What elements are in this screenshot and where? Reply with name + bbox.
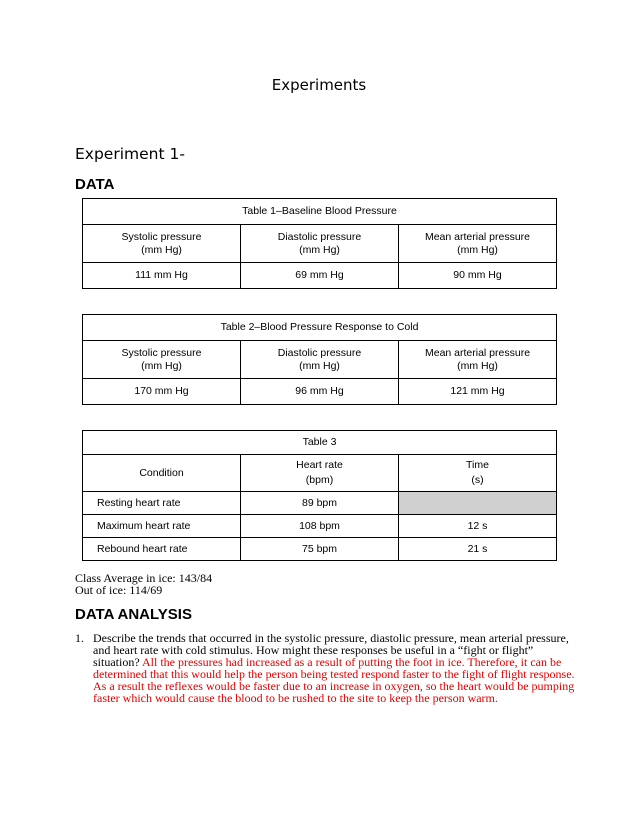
class-average-in-ice: Class Average in ice: 143/84: [75, 571, 213, 585]
class-average-notes: [75, 572, 212, 596]
data-analysis-heading: DATA ANALYSIS: [75, 606, 192, 623]
table-baseline-blood-pressure: [82, 198, 557, 289]
column-header: Time (s): [399, 455, 557, 492]
table-cell: 75 bpm: [241, 538, 399, 561]
class-average-out-of-ice: Out of ice: 114/69: [75, 583, 163, 597]
table-cell: 108 bpm: [241, 515, 399, 538]
page-title: Experiments: [271, 76, 367, 94]
column-header: Systolic pressure (mm Hg): [83, 341, 241, 379]
column-header: Diastolic pressure (mm Hg): [241, 341, 399, 379]
column-header: Diastolic pressure (mm Hg): [241, 225, 399, 263]
table-cell: Rebound heart rate: [83, 538, 241, 561]
question-answer: All the pressures had increased as a result of putting the foot in ice. Therefore, it can be determined that this would help the person being tested respond faster to the fight of flight response. As a result the reflexes would be faster due to an increase in oxygen, so the heart would be pumping faster which would cause the blood to be rushed to the site to keep the person warm.: [93, 655, 575, 705]
column-header: Mean arterial pressure (mm Hg): [399, 225, 557, 263]
table-cell: 111 mm Hg: [83, 263, 241, 289]
table-cell: 21 s: [399, 538, 557, 561]
table-cell: 90 mm Hg: [399, 263, 557, 289]
table-cell-shaded: [399, 492, 557, 515]
table-row: [83, 515, 557, 538]
data-heading: DATA: [75, 176, 115, 193]
column-header: Heart rate (bpm): [241, 455, 399, 492]
table-row: [83, 538, 557, 561]
table-cell: 170 mm Hg: [83, 379, 241, 405]
table-cell: 69 mm Hg: [241, 263, 399, 289]
table-cell: 12 s: [399, 515, 557, 538]
table-cell: 96 mm Hg: [241, 379, 399, 405]
table-caption: Table 3: [83, 431, 557, 455]
table-cell: Resting heart rate: [83, 492, 241, 515]
column-header: Systolic pressure (mm Hg): [83, 225, 241, 263]
table-cell: 89 bpm: [241, 492, 399, 515]
table-caption: Table 1–Baseline Blood Pressure: [83, 199, 557, 225]
table-blood-pressure-cold: [82, 314, 557, 405]
table-row: [83, 492, 557, 515]
question-1: [75, 632, 575, 704]
table-cell: 121 mm Hg: [399, 379, 557, 405]
table-heart-rate: [82, 430, 557, 561]
table-caption: Table 2–Blood Pressure Response to Cold: [83, 315, 557, 341]
column-header: Mean arterial pressure (mm Hg): [399, 341, 557, 379]
table-cell: Maximum heart rate: [83, 515, 241, 538]
column-header: Condition: [83, 455, 241, 492]
question-number: 1.: [75, 631, 84, 645]
experiment-heading: Experiment 1-: [75, 145, 185, 163]
question-prompt: Describe the trends that occurred in the systolic pressure, diastolic pressure, mean arterial pressure, and heart rate with cold stimulus. How might these responses be useful in a “fight or flight” situation?: [93, 631, 569, 669]
